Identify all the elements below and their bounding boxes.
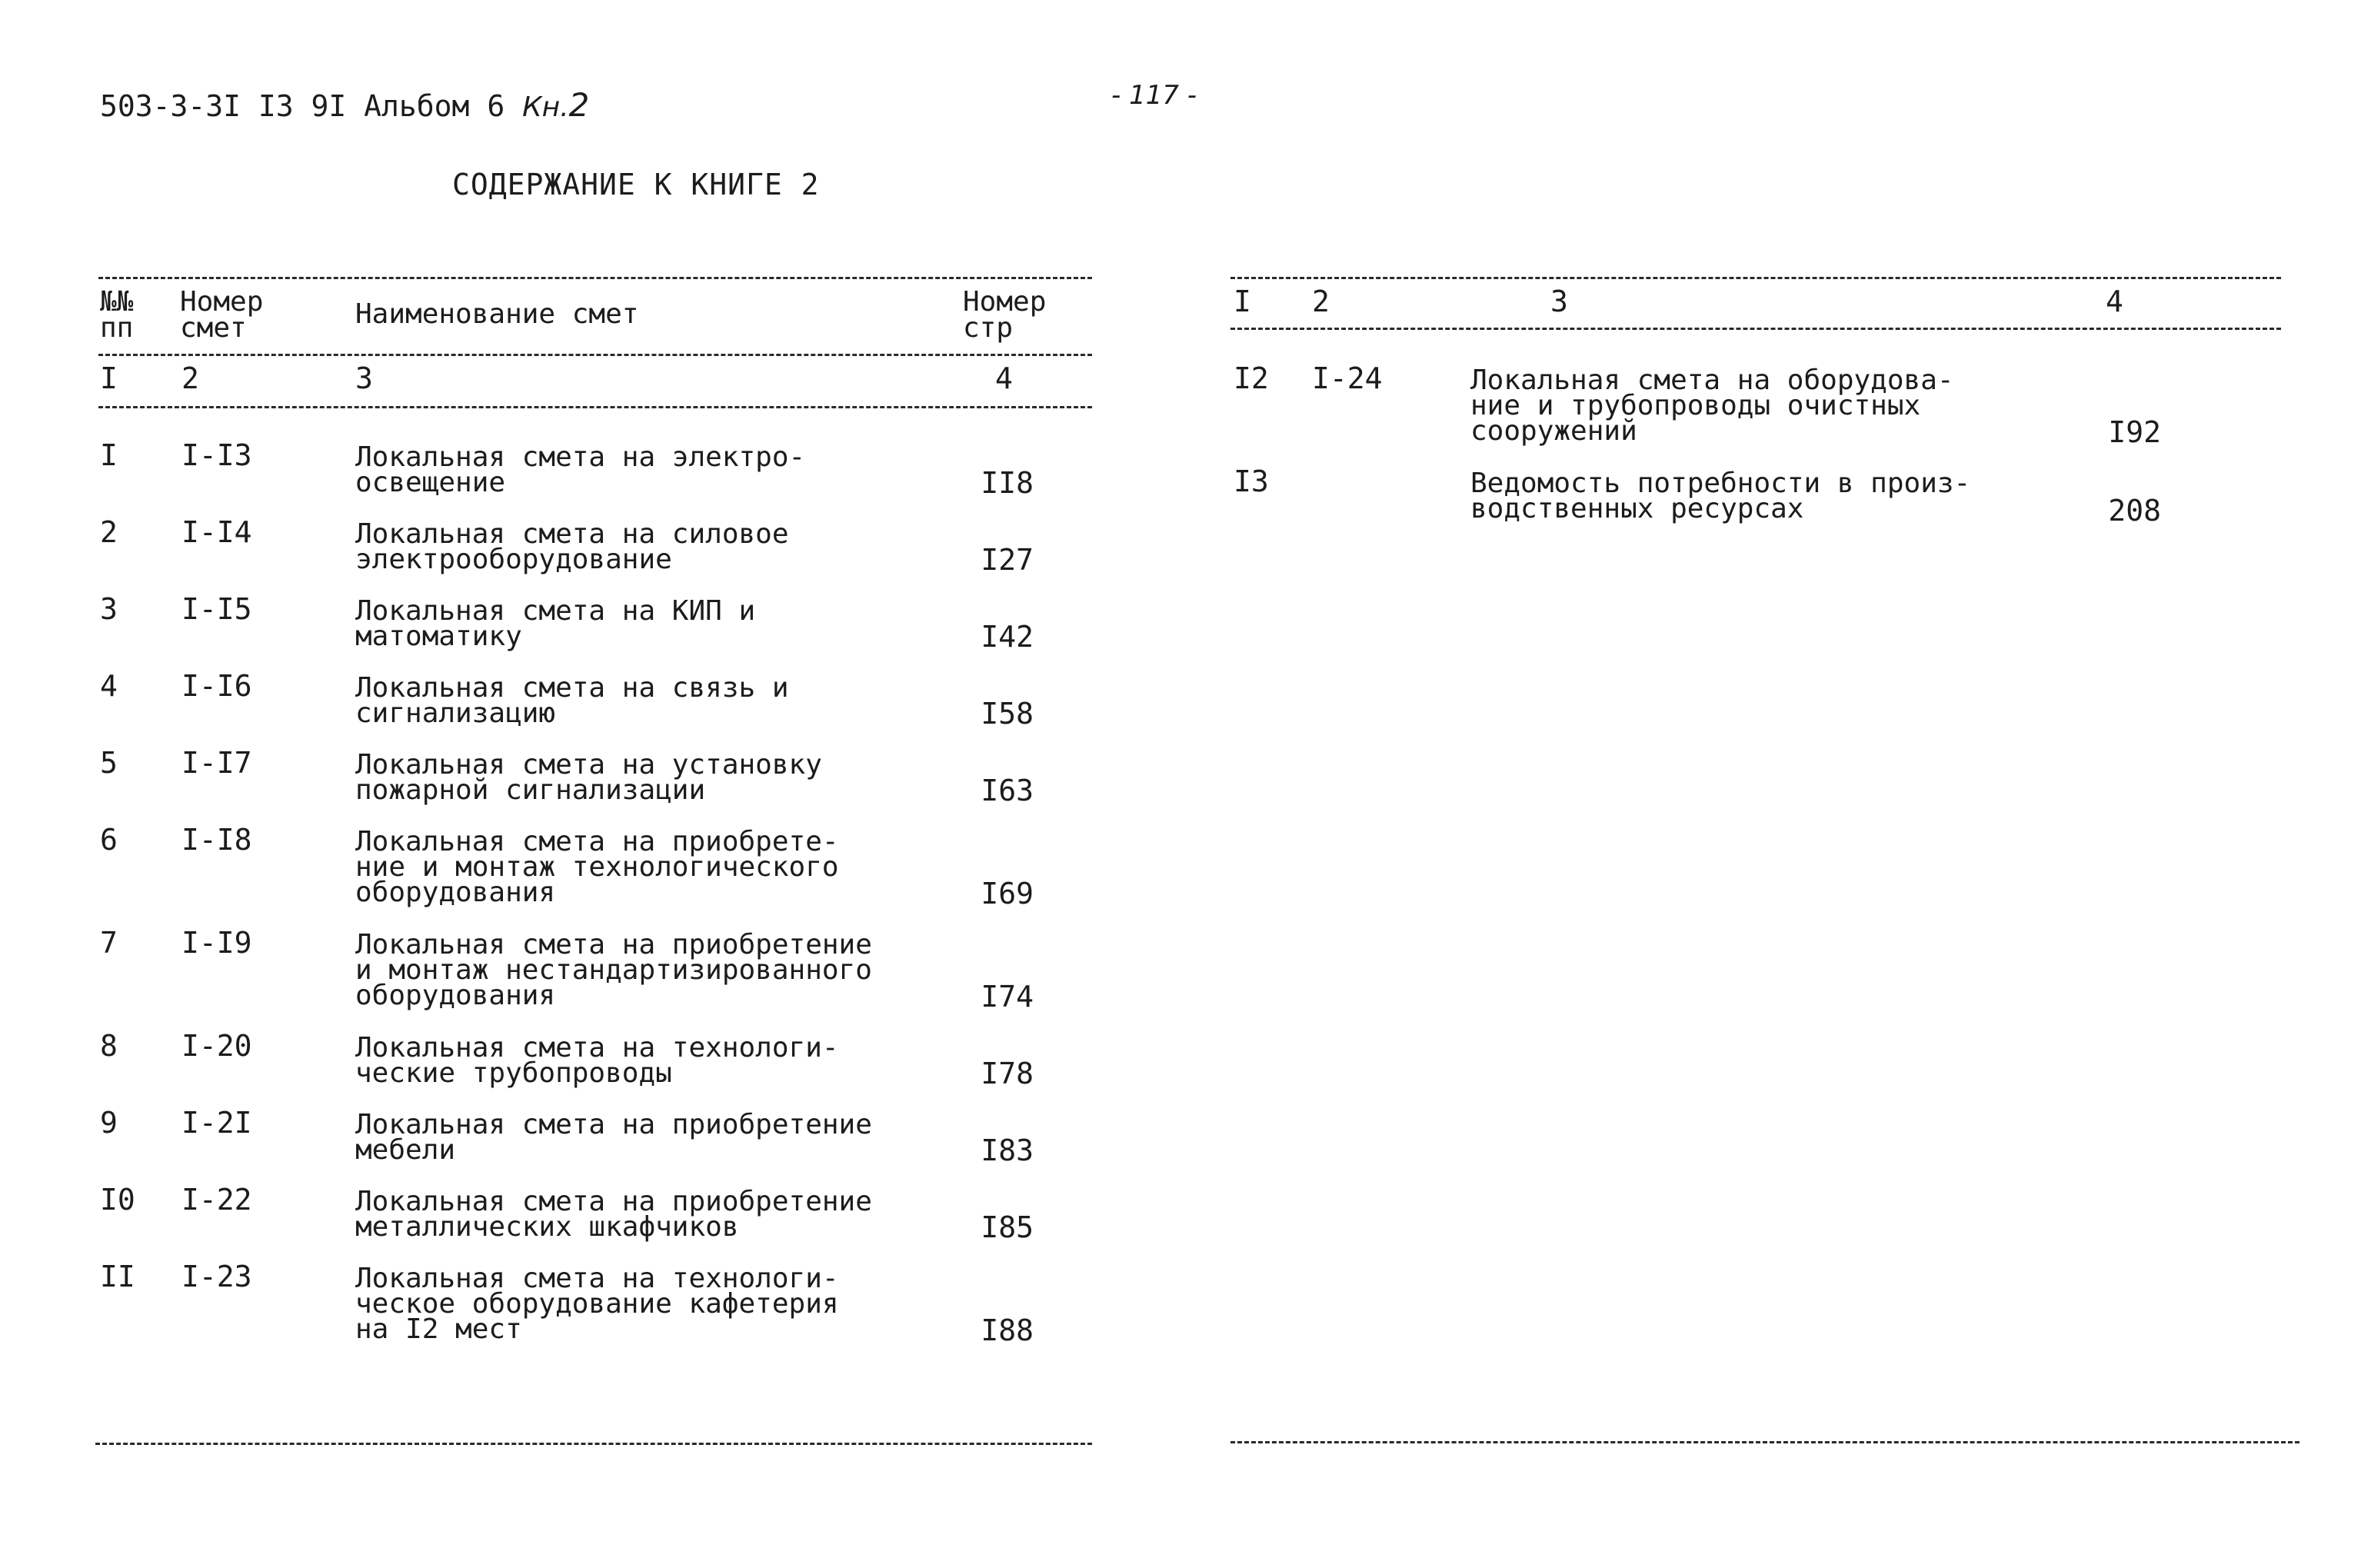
index-col-4: 4	[995, 361, 1013, 395]
document-code-text: 503-3-3I I3 9I Альбом 6	[100, 89, 505, 123]
right-index-col-2: 2	[1312, 285, 1330, 318]
row-number: 7	[100, 926, 118, 960]
document-code	[100, 86, 589, 124]
row-name: Локальная смета на приобретение металлических шкафчиков	[355, 1186, 872, 1243]
row-number: 4	[100, 669, 118, 703]
page-title: СОДЕРЖАНИЕ К КНИГЕ 2	[452, 168, 820, 201]
row-name: Локальная смета на КИП и матоматику	[355, 595, 756, 652]
header-col-code: Номер смет	[180, 286, 264, 344]
row-name: Локальная смета на технологи- ческое оборудование кафетерия на I2 мест	[355, 1263, 839, 1345]
row-name: Локальная смета на силовое электрооборудование	[355, 518, 789, 575]
row-page: I69	[981, 877, 1034, 911]
row-page: 208	[2108, 494, 2161, 528]
row-code: I-22	[181, 1183, 252, 1217]
right-table-bottom-rule	[1230, 1441, 2299, 1443]
row-code: I-I8	[181, 823, 252, 857]
volume-number: 2	[568, 86, 590, 124]
row-page: II8	[981, 466, 1034, 500]
row-name: Локальная смета на связь и сигнализацию	[355, 672, 789, 729]
row-name: Локальная смета на технологи- ческие трубопроводы	[355, 1032, 839, 1089]
right-index-col-4: 4	[2106, 285, 2123, 318]
row-code: I-I6	[181, 669, 252, 703]
row-code: I-I3	[181, 438, 252, 472]
row-name: Локальная смета на оборудова- ние и трубопроводы очистных сооружений	[1470, 365, 1954, 447]
header-col-number: №№ пп	[100, 286, 134, 344]
row-code: I-23	[181, 1260, 252, 1293]
row-number: 8	[100, 1029, 118, 1063]
header-col-name: Наименование смет	[355, 298, 639, 330]
row-name: Локальная смета на приобретение и монтаж нестандартизированного оборудования	[355, 929, 872, 1011]
row-code: I-I5	[181, 592, 252, 626]
table-bottom-rule	[95, 1443, 1092, 1445]
row-page: I92	[2108, 415, 2161, 449]
row-number: I3	[1234, 464, 1269, 498]
index-col-3: 3	[355, 361, 373, 395]
table-top-rule	[98, 277, 1092, 279]
row-number: I2	[1234, 361, 1269, 395]
row-number: II	[100, 1260, 135, 1293]
row-number: 3	[100, 592, 118, 626]
row-code: I-24	[1312, 361, 1383, 395]
index-col-1: I	[100, 361, 118, 395]
row-page: I85	[981, 1210, 1034, 1244]
row-code: I-I7	[181, 746, 252, 780]
right-index-rule	[1230, 328, 2281, 330]
row-code: I-I9	[181, 926, 252, 960]
row-page: I58	[981, 697, 1034, 731]
row-code: I-20	[181, 1029, 252, 1063]
volume-label: Кн.	[522, 92, 569, 123]
row-number: 2	[100, 515, 118, 549]
row-page: I42	[981, 620, 1034, 654]
row-code: I-2I	[181, 1106, 252, 1140]
row-code: I-I4	[181, 515, 252, 549]
row-number: 5	[100, 746, 118, 780]
header-rule	[98, 354, 1092, 356]
row-name: Локальная смета на приобретение мебели	[355, 1109, 872, 1166]
header-col-page: Номер стр	[963, 286, 1047, 344]
right-index-col-1: I	[1234, 285, 1251, 318]
index-col-2: 2	[181, 361, 199, 395]
row-number: 6	[100, 823, 118, 857]
row-number: I	[100, 438, 118, 472]
row-page: I83	[981, 1134, 1034, 1167]
page-number: - 117 -	[1111, 80, 1197, 111]
row-page: I78	[981, 1057, 1034, 1090]
row-name: Локальная смета на установку пожарной сигнализации	[355, 749, 822, 806]
row-page: I63	[981, 774, 1034, 807]
row-name: Локальная смета на приобрете- ние и монтаж технологического оборудования	[355, 826, 839, 908]
row-number: 9	[100, 1106, 118, 1140]
index-rule	[98, 406, 1092, 408]
row-page: I27	[981, 543, 1034, 577]
right-index-col-3: 3	[1550, 285, 1568, 318]
row-page: I74	[981, 980, 1034, 1014]
row-name: Ведомость потребности в произ- водственных ресурсах	[1470, 468, 1971, 524]
row-number: I0	[100, 1183, 135, 1217]
row-name: Локальная смета на электро- освещение	[355, 441, 806, 498]
right-table-top-rule	[1230, 277, 2281, 279]
row-page: I88	[981, 1313, 1034, 1347]
